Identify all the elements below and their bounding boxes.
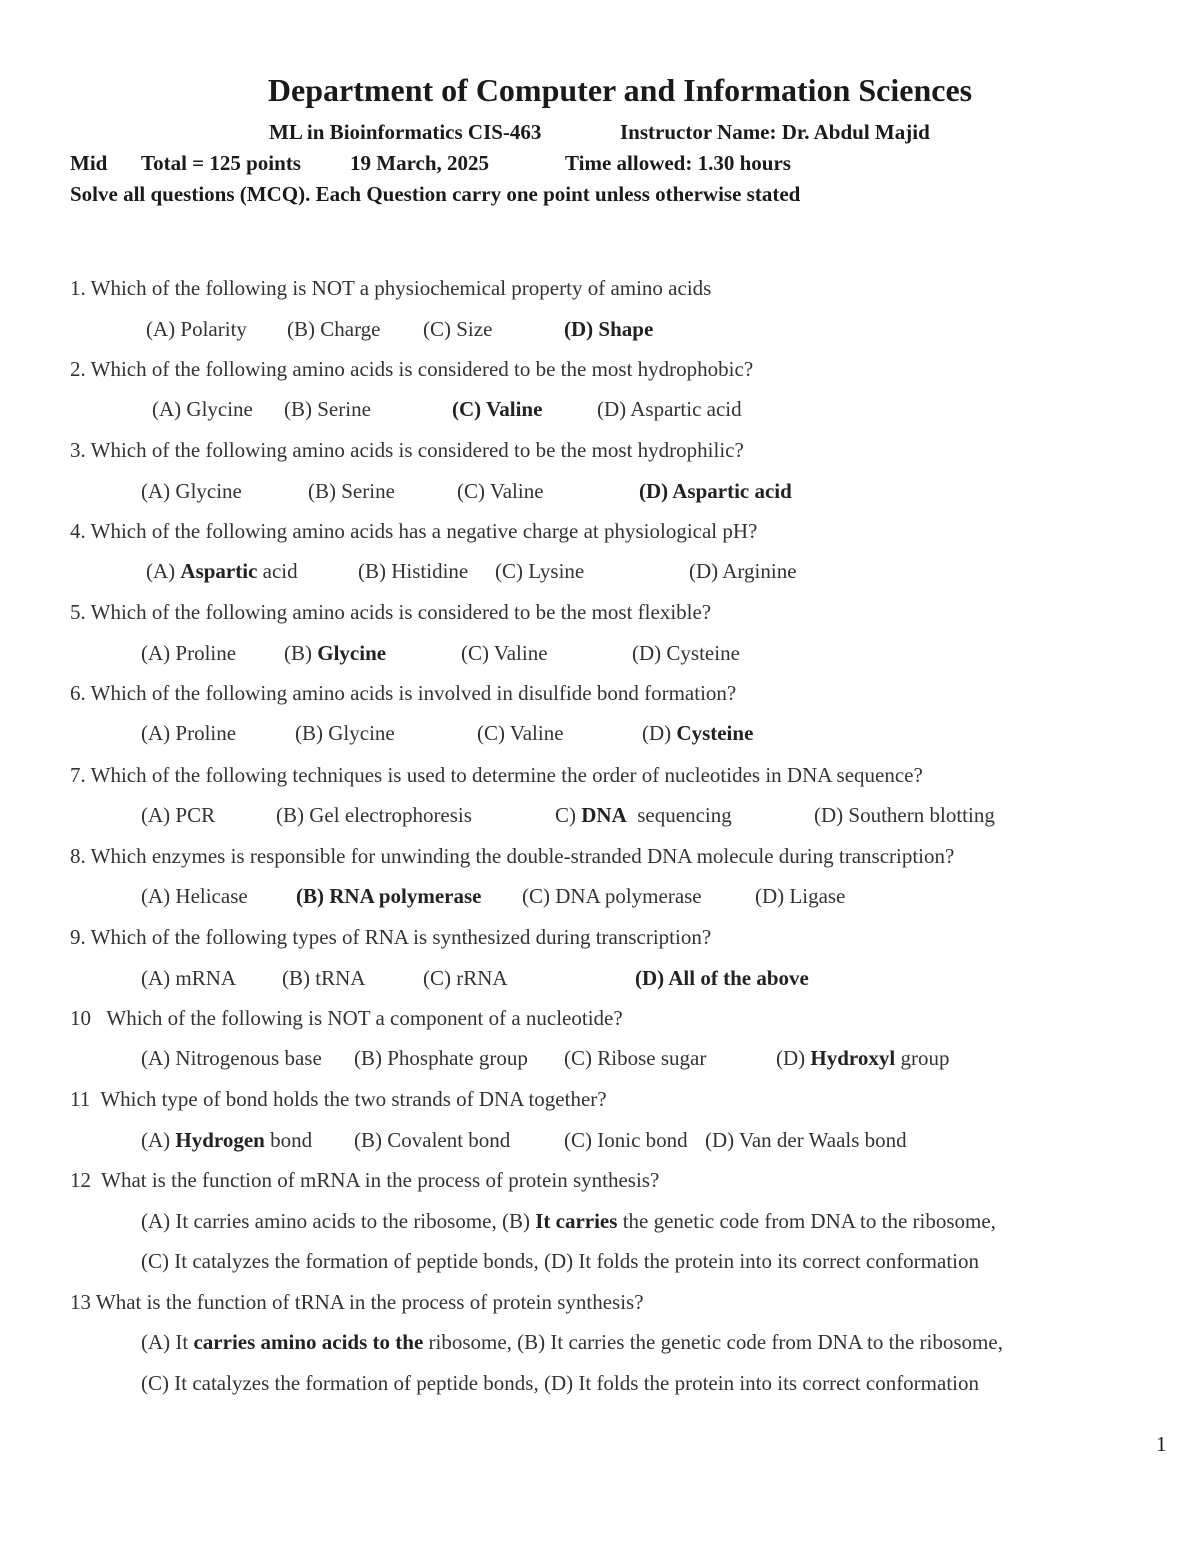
options-9 <box>0 966 1200 992</box>
option-a-prefix: (A) <box>141 1128 176 1152</box>
option-a-suffix: acid <box>257 559 298 583</box>
options-8 <box>0 884 1200 910</box>
option-b: (B) Gel electrophoresis <box>276 803 472 827</box>
option-d-prefix: (D) <box>642 721 677 745</box>
option-d: (D) Southern blotting <box>814 803 995 827</box>
option-a: (A) PCR <box>141 803 216 827</box>
options-10 <box>0 1046 1200 1072</box>
option-c-prefix: C) <box>555 803 582 827</box>
option-d-answer: Hydroxyl <box>810 1046 896 1070</box>
option-d-prefix: (D) <box>776 1046 811 1070</box>
option-c: (C) DNA polymerase <box>522 884 702 908</box>
question-2: 2. Which of the following amino acids is considered to be the most hydrophobic? <box>70 357 754 381</box>
option-a-prefix: (A) <box>146 559 181 583</box>
exam-date: 19 March, 2025 <box>350 151 490 175</box>
option-b <box>284 641 386 666</box>
option-b-answer: (B) RNA polymerase <box>296 884 482 908</box>
options-11 <box>0 1128 1200 1154</box>
exam-type: Mid <box>70 151 108 175</box>
option-b-prefix: (B) <box>284 641 318 665</box>
question-4: 4. Which of the following amino acids has a negative charge at physiological pH? <box>70 519 758 543</box>
options-13-line-1 <box>141 1330 1003 1355</box>
options-2 <box>0 397 1200 423</box>
page-title: Department of Computer and Information Sciences <box>267 72 973 108</box>
page-number: 1 <box>1156 1432 1167 1456</box>
option-c-suffix: sequencing <box>626 803 732 827</box>
question-8: 8. Which enzymes is responsible for unwinding the double-stranded DNA molecule during transcription? <box>70 844 955 868</box>
options-7 <box>0 803 1200 829</box>
total-points: Total = 125 points <box>141 151 301 175</box>
option-d: (D) Aspartic acid <box>597 397 742 421</box>
option-d: (D) Ligase <box>755 884 846 908</box>
option-b: (B) Serine <box>308 479 395 503</box>
option-c: (C) rRNA <box>423 966 508 990</box>
option-a: (A) Proline <box>141 641 237 665</box>
option-a: (A) mRNA <box>141 966 237 990</box>
question-1: 1. Which of the following is NOT a physiochemical property of amino acids <box>70 276 712 300</box>
question-3: 3. Which of the following amino acids is considered to be the most hydrophilic? <box>70 438 744 462</box>
option-d-answer: Cysteine <box>676 721 754 745</box>
exam-info-line <box>0 151 1200 177</box>
question-7: 7. Which of the following techniques is used to determine the order of nucleotides in DNA sequence? <box>70 763 923 787</box>
option-b-text: the genetic code from DNA to the ribosome, <box>617 1209 996 1233</box>
option-a <box>146 559 298 584</box>
option-b: (B) Serine <box>284 397 371 421</box>
course-name: ML in Bioinformatics CIS-463 <box>269 120 542 144</box>
option-b-answer: It carries <box>535 1209 618 1233</box>
instructions: Solve all questions (MCQ). Each Question carry one point unless otherwise stated <box>70 182 801 206</box>
option-d <box>776 1046 949 1071</box>
option-d: (D) Arginine <box>689 559 797 583</box>
option-a <box>141 1128 312 1153</box>
option-b: (B) Phosphate group <box>354 1046 528 1070</box>
option-c: (C) Valine <box>461 641 548 665</box>
options-12-line-1 <box>141 1209 996 1234</box>
time-allowed: Time allowed: 1.30 hours <box>565 151 791 175</box>
option-d-answer: (D) Aspartic acid <box>639 479 792 503</box>
option-a-answer: Aspartic <box>180 559 258 583</box>
instructor-name: Instructor Name: Dr. Abdul Majid <box>620 120 930 144</box>
option-c: (C) Lysine <box>495 559 585 583</box>
option-a: (A) Nitrogenous base <box>141 1046 322 1070</box>
option-a: (A) Glycine <box>141 479 242 503</box>
option-c: (C) Valine <box>477 721 564 745</box>
option-d: (D) Van der Waals bond <box>705 1128 907 1152</box>
option-a-answer: carries amino acids to the <box>193 1330 424 1354</box>
question-12: 12 What is the function of mRNA in the process of protein synthesis? <box>70 1168 660 1192</box>
option-b: (B) Covalent bond <box>354 1128 511 1152</box>
option-b: (B) Histidine <box>358 559 469 583</box>
options-3 <box>0 479 1200 505</box>
option-d-suffix: group <box>895 1046 950 1070</box>
option-c: (C) Valine <box>457 479 544 503</box>
option-b: (B) Charge <box>287 317 381 341</box>
question-9: 9. Which of the following types of RNA is synthesized during transcription? <box>70 925 712 949</box>
option-a: (A) Polarity <box>146 317 247 341</box>
option-c-answer: (C) Valine <box>452 397 543 421</box>
option-b: (B) tRNA <box>282 966 366 990</box>
option-a-text: (A) It carries amino acids to the ribosome, (B) <box>141 1209 536 1233</box>
option-a-text: (A) It <box>141 1330 194 1354</box>
options-12-line-2: (C) It catalyzes the formation of peptide bonds, (D) It folds the protein into its correct conformation <box>141 1249 980 1273</box>
option-d <box>642 721 753 746</box>
question-11: 11 Which type of bond holds the two strands of DNA together? <box>70 1087 607 1111</box>
question-13: 13 What is the function of tRNA in the process of protein synthesis? <box>70 1290 644 1314</box>
course-line <box>0 120 1200 146</box>
option-a: (A) Glycine <box>152 397 253 421</box>
option-b-text: ribosome, (B) It carries the genetic code from DNA to the ribosome, <box>423 1330 1003 1354</box>
option-c: (C) Ribose sugar <box>564 1046 707 1070</box>
options-1 <box>0 317 1200 343</box>
options-4 <box>0 559 1200 585</box>
option-c <box>555 803 732 828</box>
option-c: (C) Ionic bond <box>564 1128 688 1152</box>
option-a: (A) Proline <box>141 721 237 745</box>
options-5 <box>0 641 1200 667</box>
option-b-answer: Glycine <box>317 641 387 665</box>
options-13-line-2: (C) It catalyzes the formation of peptide bonds, (D) It folds the protein into its correct conformation <box>141 1371 980 1395</box>
question-6: 6. Which of the following amino acids is involved in disulfide bond formation? <box>70 681 737 705</box>
option-b: (B) Glycine <box>295 721 395 745</box>
option-a-suffix: bond <box>264 1128 313 1152</box>
option-a: (A) Helicase <box>141 884 248 908</box>
question-5: 5. Which of the following amino acids is considered to be the most flexible? <box>70 600 712 624</box>
question-10: 10 Which of the following is NOT a component of a nucleotide? <box>70 1006 623 1030</box>
option-d: (D) Cysteine <box>632 641 740 665</box>
options-6 <box>0 721 1200 747</box>
option-c: (C) Size <box>423 317 493 341</box>
option-a-answer: Hydrogen <box>175 1128 265 1152</box>
option-c-answer: DNA <box>581 803 627 827</box>
option-d-answer: (D) Shape <box>564 317 654 341</box>
option-d-answer: (D) All of the above <box>635 966 809 990</box>
